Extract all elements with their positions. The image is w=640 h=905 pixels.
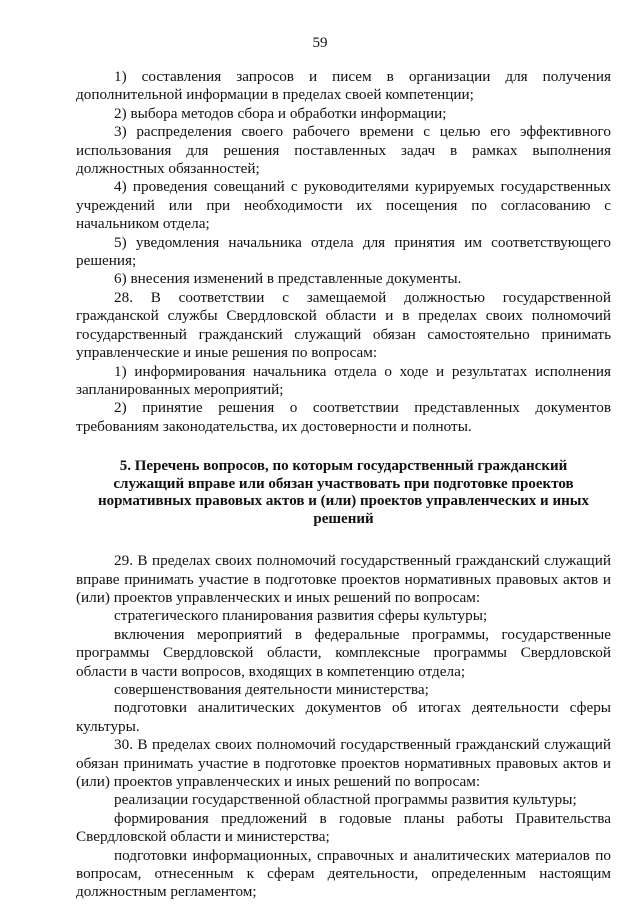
section-heading: 5. Перечень вопросов, по которым государственный гражданский служащий вправе или обязан участвовать при подготовке проектов нормативных правовых актов и (или) проектов управленческих и иных решений xyxy=(98,458,589,527)
document-body xyxy=(76,68,611,902)
paragraph: 4) проведения совещаний с руководителями курируемых государственных учреждений или при необходимости их посещения по согласованию с начальником отдела; xyxy=(76,178,611,233)
paragraph: 2) выбора методов сбора и обработки информации; xyxy=(114,104,447,122)
paragraph: подготовки аналитических документов об итогах деятельности сферы культуры. xyxy=(76,699,611,735)
page-number: 59 xyxy=(312,35,328,51)
paragraph: включения мероприятий в федеральные программы, государственные программы Свердловской области, комплексные программы Свердловской области в части вопросов, входящих в компетенцию отдела; xyxy=(76,625,611,680)
paragraph: 6) внесения изменений в представленные документы. xyxy=(114,270,462,288)
paragraph: 30. В пределах своих полномочий государственный гражданский служащий обязан принимать участие в подготовке проектов нормативных правовых актов и (или) проектов управленческих и иных решений по вопросам: xyxy=(76,736,611,790)
paragraph: 3) распределения своего рабочего времени с целью его эффективного использования для решения поставленных задач в рамках выполнения должностных обязанностей; xyxy=(76,123,611,178)
paragraph: 5) уведомления начальника отдела для принятия им соответствующего решения; xyxy=(76,233,611,270)
paragraph: подготовки информационных, справочных и аналитических материалов по вопросам, отнесенным к сферам деятельности, определенным настоящим должностным регламентом; xyxy=(76,846,611,901)
paragraph: совершенствования деятельности министерства; xyxy=(114,680,429,698)
paragraph: 28. В соответствии с замещаемой должностью государственной гражданской службы Свердловской области и в пределах своих полномочий государственный гражданский служащий обязан самостоятельно принимать управленческие и иные решения по вопросам: xyxy=(76,288,611,362)
paragraph: 1) информирования начальника отдела о ходе и результатах исполнения запланированных мероприятий; xyxy=(76,362,611,398)
paragraph: 29. В пределах своих полномочий государственный гражданский служащий вправе принимать участие в подготовке проектов нормативных правовых актов и (или) проектов управленческих и иных решений по вопросам: xyxy=(76,552,611,606)
paragraph: формирования предложений в годовые планы работы Правительства Свердловской области и министерства; xyxy=(76,809,611,846)
paragraph: 1) составления запросов и писем в организации для получения дополнительной информации в пределах своей компетенции; xyxy=(76,68,611,104)
paragraph: 2) принятие решения о соответствии представленных документов требованиям законодательства, их достоверности и полноты. xyxy=(76,399,611,435)
paragraph: стратегического планирования развития сферы культуры; xyxy=(114,607,488,625)
paragraph: реализации государственной областной программы развития культуры; xyxy=(114,791,577,809)
